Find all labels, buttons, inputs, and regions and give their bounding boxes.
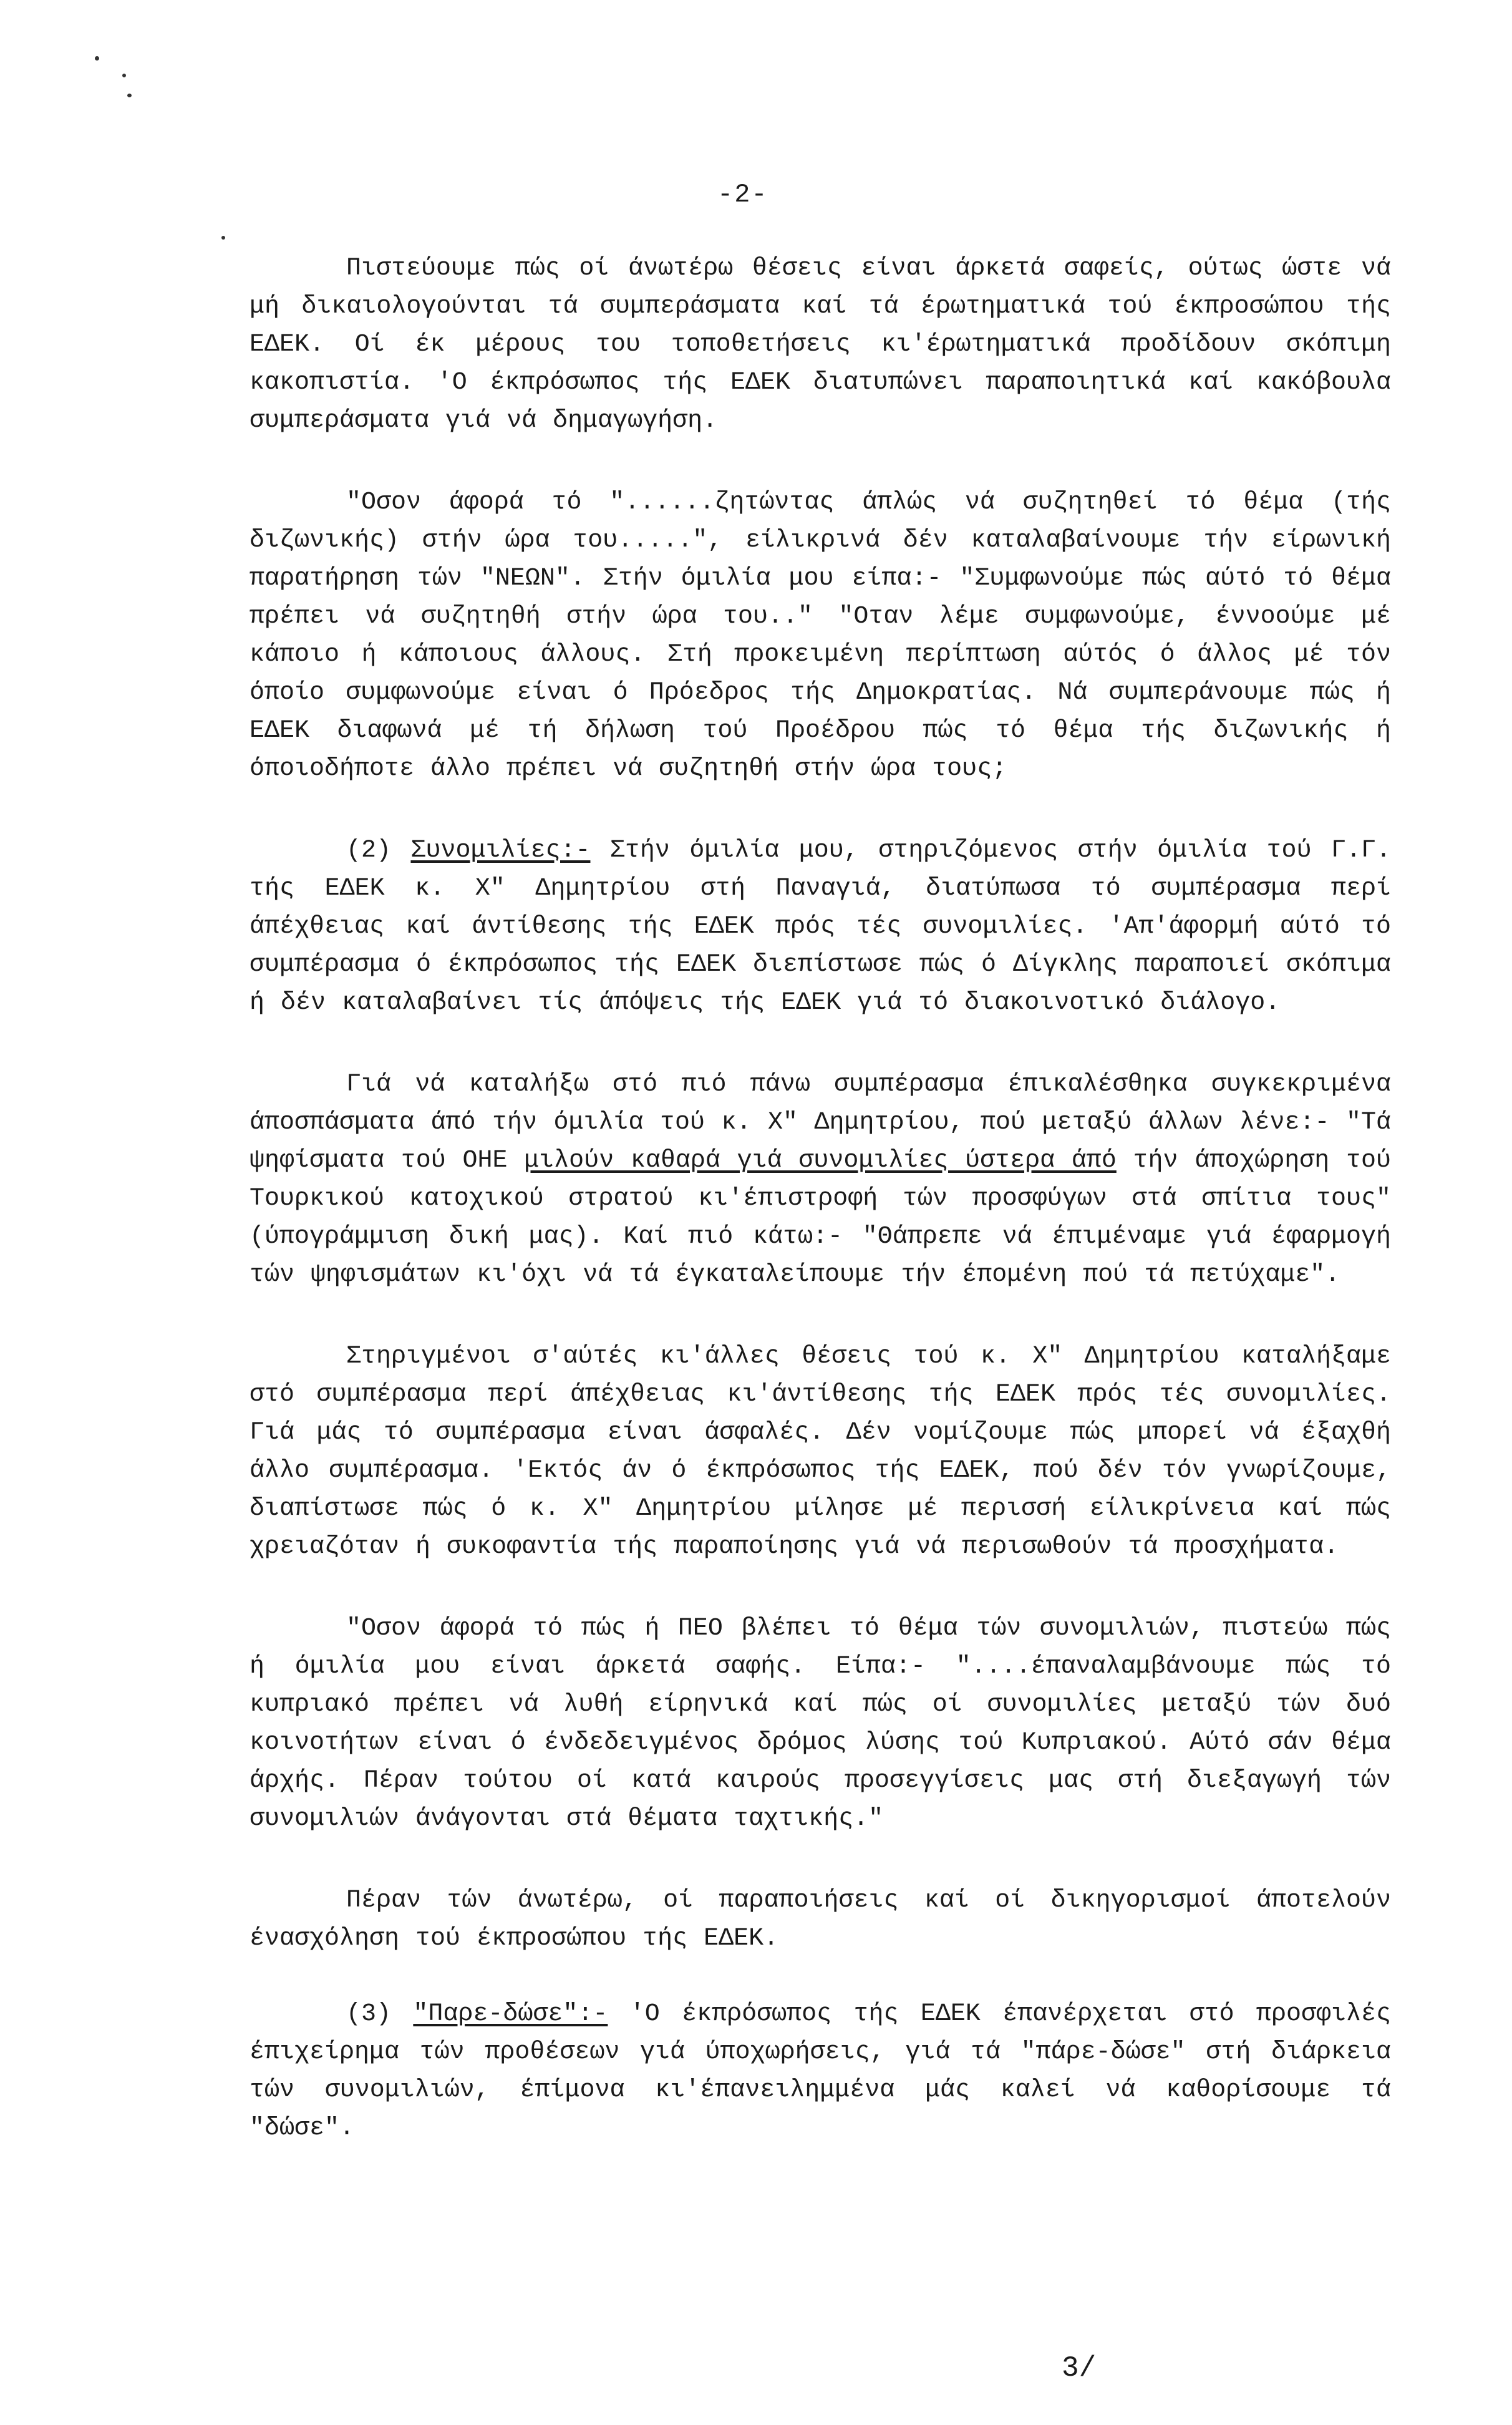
paragraph-quoted-extracts: Γιά νά καταλήξω στό πιό πάνω συμπέρασμα έπικαλέσθηκα συγκεκριμένα άποσπάσματα άπό τήν όμιλία τού κ. Χ" Δημητρίου, πού μεταξύ άλλων λένε:- "Τά ψηφίσματα τού ΟΗΕ μιλούν καθαρά γιά συνομιλίες ύστερα άπό τήν άποχώρηση τού Τουρκικού κατοχικού στρατού κι'έπιστροφή τών προσφύγων στά σπίτια τους" (ύπογράμμιση δική μας). Καί πιό κάτω:- "Θάπρεπε νά έπιμέναμε γιά έφαρμογή τών ψηφισμάτων κι'όχι νά τά έγκαταλείπουμε τήν έπομένη πού τά πετύχαμε". [250, 1071, 1391, 1289]
section-number: (2) [346, 837, 411, 865]
page-number: -2- [717, 180, 768, 210]
scan-speck [122, 74, 126, 77]
section-heading: Συνομιλίες:- [410, 837, 591, 865]
section-heading: "Παρε-δώσε":- [413, 2000, 608, 2028]
letter-body [250, 250, 1391, 2191]
scan-speck [127, 94, 132, 97]
section-3-give-take: (3) "Παρε-δώσε":- 'Ο έκπρόσωπος τής ΕΔΕΚ έπανέρχεται στό προσφιλές έπιχείρημα τών προθέσεων γιά ύποχωρήσεις, γιά τά "πάρε-δώσε" στή διάρκεια τών συνομιλιών, έπίμονα κι'έπανειλημμένα μάς καλεί νά καθορίσουμε τά "δώσε". [250, 2000, 1391, 2142]
paragraph-peo-position: "Οσον άφορά τό πώς ή ΠΕΟ βλέπει τό θέμα τών συνομιλιών, πιστεύω πώς ή όμιλία μου είναι άρκετά σαφής. Είπα:- "....έπαναλαμβάνουμε πώς τό κυπριακό πρέπει νά λυθή είρηνικά καί πώς οί συνομιλίες μεταξύ τών δυό κοινοτήτων είναι ό ένδεδειγμένος δρόμος λύσης τού Κυπριακού. Αύτό σάν θέμα άρχής. Πέραν τούτου οί κατά καιρούς προσεγγίσεις μας στή διεξαγωγή τών συνομιλιών άνάγονται στά θέματα ταχτικής." [250, 1615, 1391, 1833]
paragraph-edek-conclusions: Πιστεύουμε πώς οί άνωτέρω θέσεις είναι άρκετά σαφείς, ούτως ώστε νά μή δικαιολογούνται τά συμπεράσματα καί τά έρωτηματικά τού έκπροσώπου τής ΕΔΕΚ. Οί έκ μέρους του τοποθετήσεις κι'έρωτηματικά προδίδουν σκόπιμη κακοπιστία. 'Ο έκπρόσωπος τής ΕΔΕΚ διατυπώνει παραποιητικά καί κακόβουλα συμπεράσματα γιά νά δημαγωγήση. [250, 255, 1391, 435]
section-2-talks: (2) Συνομιλίες:- Στήν όμιλία μου, στηριζόμενος στήν όμιλία τού Γ.Γ. τής ΕΔΕΚ κ. Χ" Δημητρίου στή Παναγιά, διατύπωσα τό συμπέρασμα περί άπέχθειας καί άντίθεσης τής ΕΔΕΚ πρός τές συνομιλίες. 'Απ'άφορμή αύτό τό συμπέρασμα ό έκπρόσωπος τής ΕΔΕΚ διεπίστωσε πώς ό Δίγκλης παραποιεί σκόπιμα ή δέν καταλαβαίνει τίς άπόψεις τής ΕΔΕΚ γιά τό διακοινοτικό διάλογο. [250, 837, 1392, 1017]
section-number: (3) [346, 2000, 414, 2028]
scan-speck [95, 56, 99, 61]
next-page-reference: 3/ [1062, 2352, 1097, 2384]
paragraph-bizonal-issue: "Οσον άφορά τό "......ζητώντας άπλώς νά συζητηθεί τό θέμα (τής διζωνικής) στήν ώρα του.....", είλικρινά δέν καταλαβαίνουμε τήν είρωνική παρατήρηση τών "ΝΕΩΝ". Στήν όμιλία μου είπα:- "Συμφωνούμε πώς αύτό τό θέμα πρέπει νά συζητηθή στήν ώρα του.." "Οταν λέμε συμφωνούμε, έννοούμε μέ κάποιο ή κάποιους άλλους. Στή προκειμένη περίπτωση αύτός ό άλλος μέ τόν όποίο συμφωνούμε είναι ό Πρόεδρος τής Δημοκρατίας. Νά συμπεράνουμε πώς ή ΕΔΕΚ διαφωνά μέ τή δήλωση τού Προέδρου πώς τό θέμα τής διζωνικής ή όποιοδήποτε άλλο πρέπει νά συζητηθή στήν ώρα τους; [250, 488, 1391, 783]
underlined-quote: μιλούν καθαρά γιά συνομιλίες ύστερα άπό [524, 1147, 1117, 1175]
paragraph-conclusion-aversion: Στηριγμένοι σ'αύτές κι'άλλες θέσεις τού κ. Χ" Δημητρίου καταλήξαμε στό συμπέρασμα περί άπέχθειας κι'άντίθεσης τής ΕΔΕΚ πρός τές συνομιλίες. Γιά μάς τό συμπέρασμα είναι άσφαλές. Δέν νομίζουμε πώς μπορεί νά έξαχθή άλλο συμπέρασμα. 'Εκτός άν ό έκπρόσωπος τής ΕΔΕΚ, πού δέν τόν γνωρίζουμε, διαπίστωσε πώς ό κ. Χ" Δημητρίου μίλησε μέ περισσή είλικρίνεια καί πώς χρειαζόταν ή συκοφαντία τής παραποίησης γιά νά περισωθούν τά προσχήματα. [250, 1343, 1391, 1561]
paragraph-distortions: Πέραν τών άνωτέρω, οί παραποιήσεις καί οί δικηγορισμοί άποτελούν ένασχόληση τού έκπροσώπου τής ΕΔΕΚ. [250, 1887, 1391, 1953]
scan-speck [221, 236, 225, 240]
